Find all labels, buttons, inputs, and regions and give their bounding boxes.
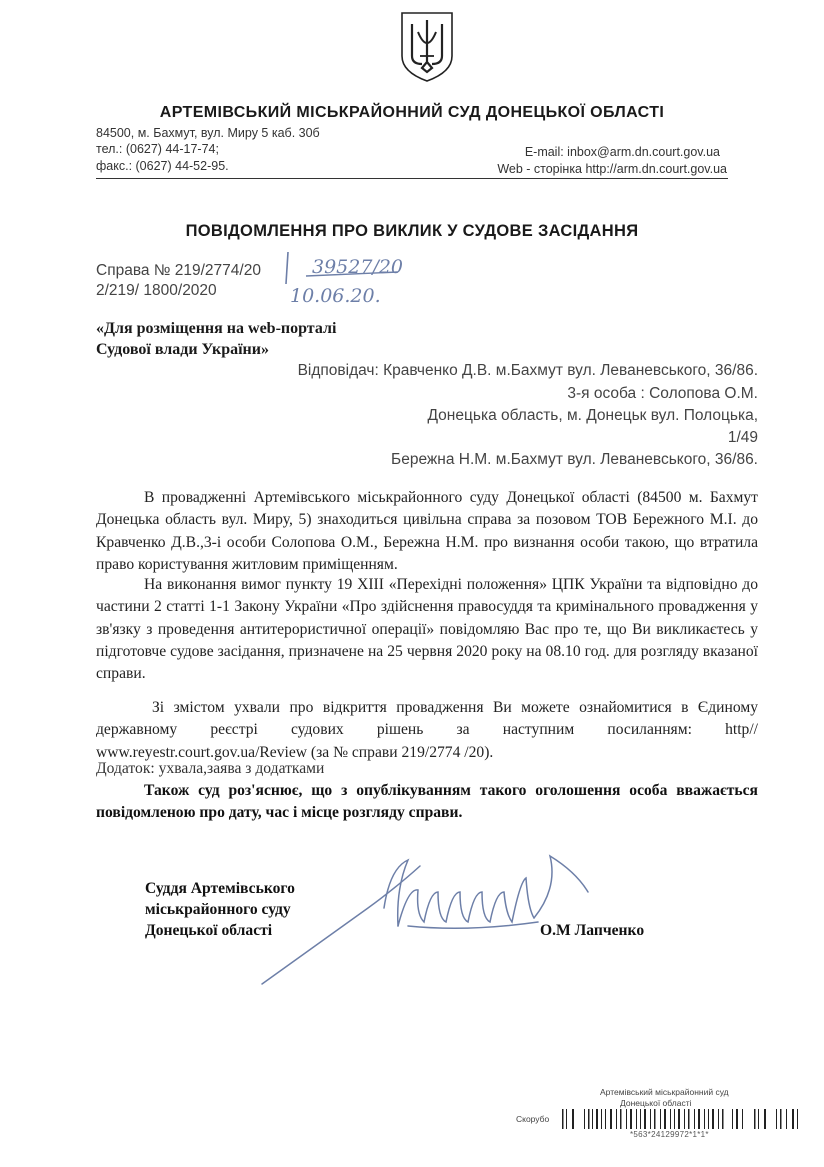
handwritten-registration-number: 39527/20 bbox=[312, 256, 404, 278]
stamp-court-name: Артемівський міськрайонний суд bbox=[600, 1087, 729, 1097]
header-divider bbox=[96, 178, 728, 179]
portal-note-line2: Судової влади України» bbox=[96, 341, 269, 358]
publication-notice: Також суд роз'яснює, що з опублікуванням такого оголошення особа вважається повідомленою про дату, час і місце розгляду справи. bbox=[96, 782, 758, 821]
body-paragraph-hearing: На виконання вимог пункту 19 XIII «Перехідні положення» ЦПК України та відповідно до частини 2 статті 1-1 Закону України «Про здійснення правосуддя та кримінального провадження у зв'язку з проведення антитерористичної операції» повідомляю Вас про те, що Ви викликаєтесь у підготовче судове засідання, призначене на 25 червня 2020 року на 08.10 год. для розгляду вказаної справи. bbox=[96, 576, 758, 683]
court-website: Web - сторінка http://arm.dn.court.gov.ua bbox=[497, 162, 727, 176]
judge-title-line3: Донецької області bbox=[145, 922, 273, 939]
party-third-person-address: Донецька область, м. Донецьк вул. Полоцька, bbox=[427, 407, 758, 424]
court-fax: факс.: (0627) 44-52-95. bbox=[96, 159, 229, 173]
stamp-label: Скорубо bbox=[516, 1114, 550, 1124]
party-third-person-address-cont: 1/49 bbox=[727, 429, 758, 446]
coat-of-arms-icon bbox=[398, 10, 456, 84]
party-defendant: Відповідач: Кравченко Д.В. м.Бахмут вул. Леваневського, 36/86. bbox=[297, 362, 758, 379]
barcode-icon bbox=[560, 1109, 800, 1129]
handwritten-date: 10.06.20. bbox=[290, 285, 381, 307]
body-paragraph-registry: Зі змістом ухвали про відкриття провадження Ви можете ознайомитися в Єдиному державному реєстрі судових рішень за наступним посиланням: http// www.reyestr.court.gov.ua/Review (за № справи 219/2774 /20). bbox=[96, 699, 758, 761]
body-paragraph-case: В провадженні Артемівського міськрайонного суду Донецької області (84500 м. Бахмут Донецька область вул. Миру, 5) знаходиться цивільна справа за позовом ТОВ Бережного М.І. до Кравченко Д.В.,3-і особи Солопова О.М., Бережна Н.М. про визнання особи такою, що втратила право користування житловим приміщенням. bbox=[96, 489, 758, 573]
case-number: Справа № 219/2774/20 bbox=[96, 262, 261, 279]
judge-title-line1: Суддя Артемівського bbox=[145, 880, 295, 897]
handwritten-signature bbox=[258, 848, 598, 990]
portal-note-line1: «Для розміщення на web-порталі bbox=[96, 320, 337, 337]
barcode-number: *563*24129972*1*1* bbox=[630, 1130, 709, 1139]
party-berezhna: Бережна Н.М. м.Бахмут вул. Леваневського, 36/86. bbox=[391, 451, 758, 468]
court-name-heading: АРТЕМІВСЬКИЙ МІСЬКРАЙОННИЙ СУД ДОНЕЦЬКОЇ ОБЛАСТІ bbox=[159, 104, 665, 121]
party-third-person: 3-я особа : Солопова О.М. bbox=[567, 385, 758, 402]
registration-stamp bbox=[480, 1087, 810, 1159]
court-phone: тел.: (0627) 44-17-74; bbox=[96, 142, 219, 156]
stamp-region: Донецької області bbox=[620, 1098, 692, 1108]
court-email: E-mail: inbox@arm.dn.court.gov.ua bbox=[524, 145, 720, 159]
attachment-note: Додаток: ухвала,заява з додатками bbox=[96, 760, 325, 777]
notice-title: ПОВІДОМЛЕННЯ ПРО ВИКЛИК У СУДОВЕ ЗАСІДАННЯ bbox=[185, 222, 639, 240]
judge-name: О.М Лапченко bbox=[540, 922, 645, 939]
court-address: 84500, м. Бахмут, вул. Миру 5 каб. 30б bbox=[96, 126, 320, 140]
proceeding-number: 2/219/ 1800/2020 bbox=[96, 282, 217, 299]
judge-title-line2: міськрайонного суду bbox=[145, 901, 291, 918]
